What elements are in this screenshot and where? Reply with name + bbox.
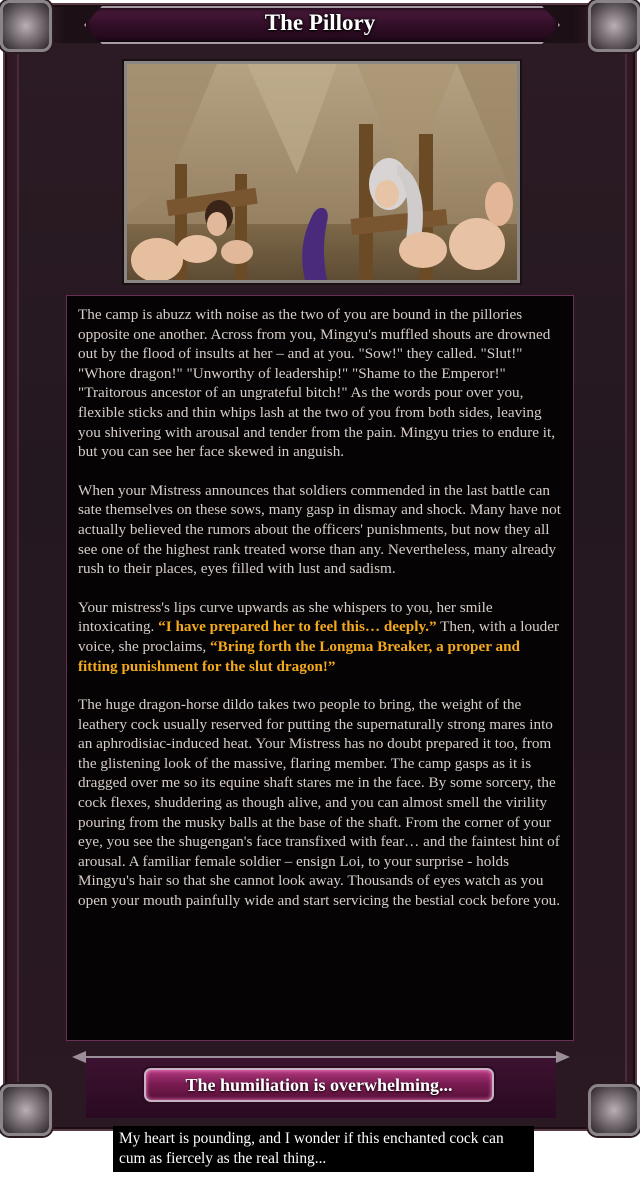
story-text-box	[66, 295, 574, 1041]
frame-corner-ornament	[588, 0, 640, 52]
story-paragraph: The camp is abuzz with noise as the two of you are bound in the pillories opposite one another. Across from you, Mingyu's muffled shouts are drowned out by the flood of insults at her – and at you. "Sow!" they called. "Slut!" "Whore dragon!" "Unworthy of leadership!" "Shame to the Emperor!" "Traitorous ancestor of an ungrateful bitch!" As the words pour over you, flexible sticks and thin whips lash at the two of you from both sides, leaving you shivering with arousal and tender from the pain. Mingyu tries to endure it, but you can see her face skewed in anguish.	[78, 306, 556, 461]
story-paragraph	[78, 598, 563, 676]
continue-choice-button[interactable]: The humiliation is overwhelming...	[144, 1068, 494, 1102]
mistress-speech: “I have prepared her to feel this… deeply.”	[158, 618, 437, 636]
scene-illustration	[127, 64, 517, 280]
inner-thought-tooltip: My heart is pounding, and I wonder if this enchanted cock can cum as fiercely as the real thing...	[113, 1126, 534, 1172]
pillory-scene-image	[124, 61, 520, 283]
mistress-speech: “Bring forth the Longma Breaker, a proper and fitting punishment for the slut dragon!”	[78, 637, 520, 675]
frame-corner-ornament	[588, 1084, 640, 1136]
frame-corner-ornament	[0, 1084, 52, 1136]
event-title: The Pillory	[264, 10, 376, 35]
narration-text: Your mistress's lips curve upwards as she whispers to you, her smile intoxicating.	[78, 598, 493, 636]
story-paragraph: The huge dragon-horse dildo takes two people to bring, the weight of the leathery cock usually reserved for putting the supernaturally strong mares into an aphrodisiac-induced heat. Your Mistress has no doubt prepared it too, from the glistening look of the massive, flaring member. The camp gasps as it is dragged over me so its equine shaft stares me in the face. By some sorcery, the cock flexes, shuddering as though alive, and you can almost smell the virility pouring from the musky balls at the base of the shaft. From the corner of your eye, you see the shugengan's face transfixed with fear… and the faintest hint of arousal. A familiar female soldier – ensign Loi, to your surprise - holds Mingyu's hair so that she cannot look away. Thousands of eyes watch as you open your mouth painfully wide and start servicing the bestial cock before you.	[78, 696, 561, 910]
story-paragraph: When your Mistress announces that soldiers commended in the last battle can sate themselves on these sows, many gasp in dismay and shock. Many have not actually believed the rumors about the officers' punishments, but now they all see one of the highest rank treated worse than any. Nevertheless, many already rush to their places, eyes filled with lust and sadism.	[78, 481, 561, 578]
narration-text: Then, with a louder voice, she proclaims,	[78, 618, 560, 655]
frame-corner-ornament	[0, 0, 52, 52]
